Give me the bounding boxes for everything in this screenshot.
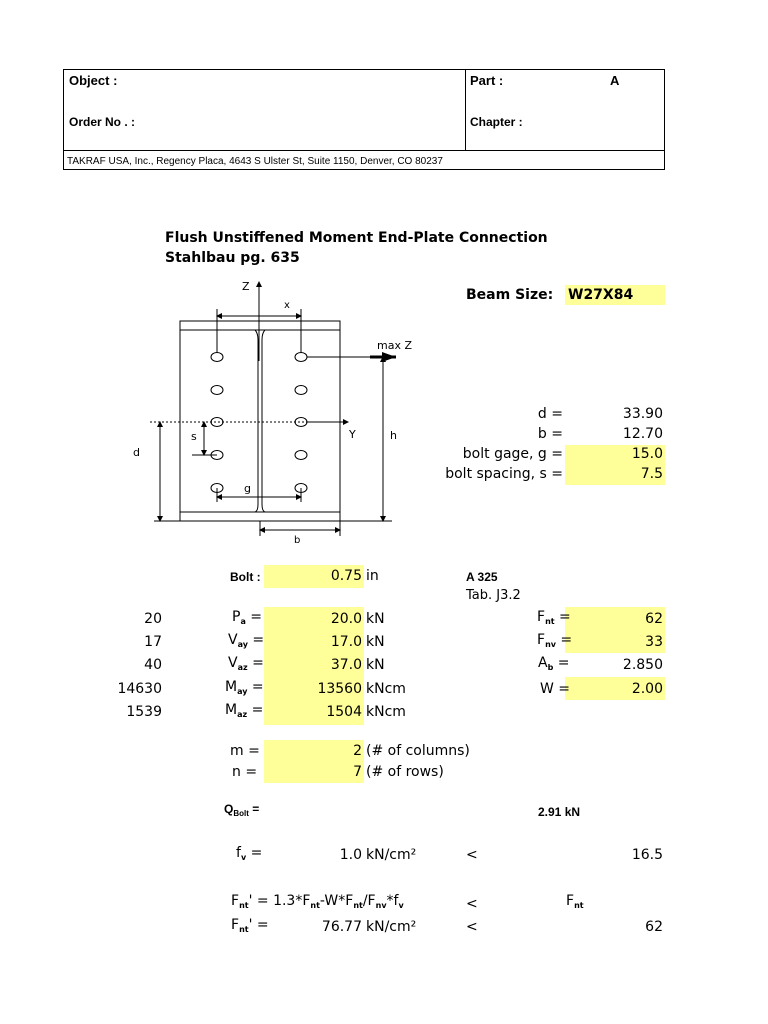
beam-size-label: Beam Size: bbox=[466, 287, 554, 303]
bolt-size-value: 0.75 bbox=[330, 568, 362, 584]
pa-label: $P_a$ = bbox=[232, 609, 263, 626]
fnt-prime-formula: $F_{nt}' = 1.3*F_{nt}-W*F_{nt}/F_{nv}*f_v$ bbox=[231, 893, 404, 910]
qbolt-label: $Q_{Bolt}$ = bbox=[224, 802, 260, 818]
bolt-unit: in bbox=[366, 568, 379, 584]
maz-value[interactable]: 1504 bbox=[326, 704, 362, 720]
fnt-prime-label: $F_{nt}'$ = bbox=[231, 917, 269, 934]
may-value[interactable]: 13560 bbox=[317, 681, 362, 697]
header-divider-vertical bbox=[465, 69, 466, 151]
dim-g-value: 15.0 bbox=[631, 446, 663, 462]
part-label: Part : bbox=[470, 73, 504, 88]
diagram-b-label: b bbox=[294, 535, 301, 546]
n-value[interactable]: 7 bbox=[353, 764, 362, 780]
diagram-s-label: s bbox=[191, 430, 197, 443]
vay-value[interactable]: 17.0 bbox=[330, 634, 362, 650]
header-box bbox=[63, 69, 665, 170]
dim-s-label: bolt spacing, s = bbox=[445, 466, 563, 482]
vaz-label: $V_{az}$ = bbox=[228, 655, 264, 672]
fnv-value[interactable]: 33 bbox=[645, 634, 663, 650]
ab-value: 2.850 bbox=[622, 657, 663, 673]
maz-unit: kNcm bbox=[366, 704, 406, 720]
diagram-z-label: Z bbox=[242, 280, 250, 293]
formula-compare: < bbox=[466, 896, 478, 912]
bolt-size-cell[interactable] bbox=[264, 565, 364, 588]
ref-maz: 1539 bbox=[126, 704, 162, 720]
header-divider-horizontal bbox=[63, 150, 665, 151]
m-value[interactable]: 2 bbox=[353, 743, 362, 759]
fv-label: $f_v$ = bbox=[236, 845, 263, 862]
vaz-value[interactable]: 37.0 bbox=[330, 657, 362, 673]
may-label: $M_{ay}$ = bbox=[225, 679, 264, 696]
fnt-prime-value: 76.77 bbox=[321, 919, 362, 935]
ab-label: $A_b$ = bbox=[538, 655, 570, 672]
dim-b-label: b = bbox=[537, 426, 563, 442]
n-note: (# of rows) bbox=[366, 764, 444, 780]
m-label: m = bbox=[230, 743, 260, 759]
chapter-label: Chapter : bbox=[470, 115, 523, 129]
m-note: (# of columns) bbox=[366, 743, 470, 759]
n-label: n = bbox=[232, 764, 258, 780]
vay-unit: kN bbox=[366, 634, 385, 650]
diagram-x-label: x bbox=[284, 300, 290, 311]
ref-may: 14630 bbox=[117, 681, 162, 697]
beam-size-cell[interactable] bbox=[565, 285, 665, 305]
beam-size-value: W27X84 bbox=[568, 287, 634, 303]
diagram-h-label: h bbox=[390, 429, 397, 442]
w-value: 2.00 bbox=[631, 681, 663, 697]
address-text: TAKRAF USA, Inc., Regency Placa, 4643 S Ulster St, Suite 1150, Denver, CO 80237 bbox=[67, 156, 443, 167]
dim-g-label: bolt gage, g = bbox=[462, 446, 563, 462]
fv-compare: < bbox=[466, 847, 478, 863]
fnt-prime-limit: 62 bbox=[645, 919, 663, 935]
qbolt-result: 2.91 kN bbox=[538, 805, 581, 819]
ref-vay: 17 bbox=[144, 634, 162, 650]
fnv-label: $F_{nv}$ = bbox=[537, 632, 573, 649]
fv-value: 1.0 bbox=[339, 847, 362, 863]
pa-unit: kN bbox=[366, 611, 385, 627]
page-subtitle: Stahlbau pg. 635 bbox=[165, 250, 300, 266]
w-label: W = bbox=[540, 681, 571, 697]
vay-label: $V_{ay}$ = bbox=[228, 632, 265, 649]
fnt-prime-unit: kN/cm² bbox=[366, 919, 417, 935]
bolt-grade: A 325 bbox=[466, 570, 498, 584]
dim-d-value: 33.90 bbox=[622, 406, 663, 422]
object-label: Object : bbox=[69, 73, 118, 88]
bolt-table-ref: Tab. J3.2 bbox=[466, 588, 521, 603]
fnt-value[interactable]: 62 bbox=[645, 611, 663, 627]
pa-value[interactable]: 20.0 bbox=[330, 611, 362, 627]
fv-unit: kN/cm² bbox=[366, 847, 417, 863]
diagram-y-label: Y bbox=[349, 428, 356, 441]
ref-vaz: 40 bbox=[144, 657, 162, 673]
page-title: Flush Unstiffened Moment End-Plate Connection bbox=[165, 230, 548, 246]
diagram-d-label: d bbox=[133, 446, 140, 459]
diagram-g-label: g bbox=[244, 482, 251, 495]
formula-rhs: $F_{nt}$ bbox=[566, 893, 584, 910]
dim-s-value: 7.5 bbox=[640, 466, 663, 482]
may-unit: kNcm bbox=[366, 681, 406, 697]
endplate-diagram bbox=[130, 276, 420, 548]
diagram-maxz-label: max Z bbox=[377, 339, 412, 352]
vaz-unit: kN bbox=[366, 657, 385, 673]
maz-label: $M_{az}$ = bbox=[225, 702, 264, 719]
bolt-label: Bolt : bbox=[230, 570, 261, 584]
ref-pa: 20 bbox=[144, 611, 162, 627]
part-value: A bbox=[610, 73, 620, 88]
fnt-prime-compare: < bbox=[466, 919, 478, 935]
dim-b-value: 12.70 bbox=[622, 426, 663, 442]
dim-d-label: d = bbox=[537, 406, 563, 422]
fv-limit: 16.5 bbox=[631, 847, 663, 863]
fnt-label: $F_{nt}$ = bbox=[537, 609, 571, 626]
order-label: Order No . : bbox=[69, 115, 136, 129]
